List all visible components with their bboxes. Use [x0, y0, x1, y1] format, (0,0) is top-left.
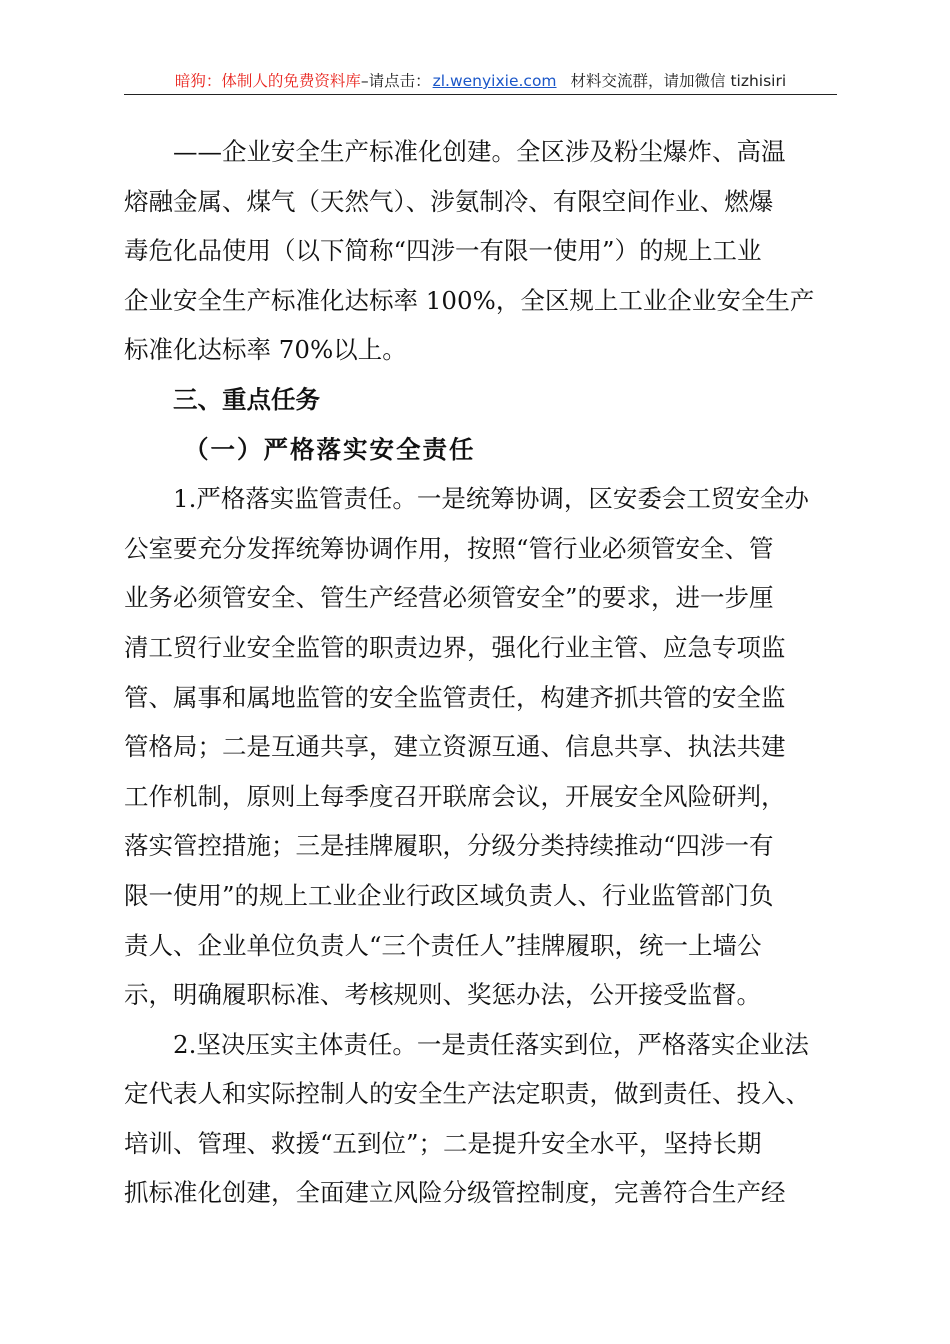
text-line: ——企业安全生产标准化创建。全区涉及粉尘爆炸、高温: [173, 137, 786, 166]
text-line: 1.严格落实监管责任。一是统筹协调，区安委会工贸安全办: [173, 484, 809, 514]
text-line: 示，明确履职标准、考核规则、奖惩办法，公开接受监督。: [124, 980, 761, 1010]
text-line: 公室要充分发挥统筹协调作用，按照“管行业必须管安全、管: [124, 533, 774, 563]
text-line: 管格局；二是互通共享，建立资源互通、信息共享、执法共建: [124, 732, 786, 762]
header-site-name: 暗狗：体制人的免费资料库: [174, 72, 361, 90]
header-wechat-note: 材料交流群，请加微信 tizhisiri: [570, 72, 787, 90]
subsection-heading: （一）严格落实安全责任: [184, 434, 476, 464]
text-line: 定代表人和实际控制人的安全生产法定职责，做到责任、投入、: [124, 1079, 810, 1109]
document-body: [124, 127, 837, 1218]
text-line: 限一使用”的规上工业企业行政区域负责人、行业监管部门负: [124, 880, 774, 910]
text-line: 抓标准化创建，全面建立风险分级管控制度，完善符合生产经: [124, 1178, 786, 1208]
text-line: 清工贸行业安全监管的职责边界，强化行业主管、应急专项监: [124, 632, 786, 662]
text-line: 标准化达标率 70%以上。: [124, 335, 407, 365]
text-line: 管、属事和属地监管的安全监管责任，构建齐抓共管的安全监: [124, 682, 786, 712]
text-line: 工作机制，原则上每季度召开联席会议，开展安全风险研判，: [124, 781, 786, 811]
text-line: 毒危化品使用（以下简称“四涉一有限一使用”）的规上工业: [124, 236, 762, 266]
header-click-prompt: –请点击：: [360, 72, 431, 90]
text-line: 熔融金属、煤气（天然气）、涉氨制冷、有限空间作业、燃爆: [124, 186, 774, 216]
header-link[interactable]: zl.wenyixie.com: [432, 72, 557, 90]
text-line: 培训、管理、救援“五到位”；二是提升安全水平，坚持长期: [124, 1128, 762, 1158]
text-line: 责人、企业单位负责人“三个责任人”挂牌履职，统一上墙公: [124, 930, 762, 960]
text-line: 业务必须管安全、管生产经营必须管安全”的要求，进一步厘: [124, 583, 774, 613]
section-heading: 三、重点任务: [173, 384, 320, 414]
text-line: 落实管控措施；三是挂牌履职，分级分类持续推动“四涉一有: [124, 831, 774, 861]
text-line: 2.坚决压实主体责任。一是责任落实到位，严格落实企业法: [173, 1029, 809, 1059]
page-header: [124, 70, 837, 95]
text-line: 企业安全生产标准化达标率 100%，全区规上工业企业安全生产: [124, 285, 815, 315]
